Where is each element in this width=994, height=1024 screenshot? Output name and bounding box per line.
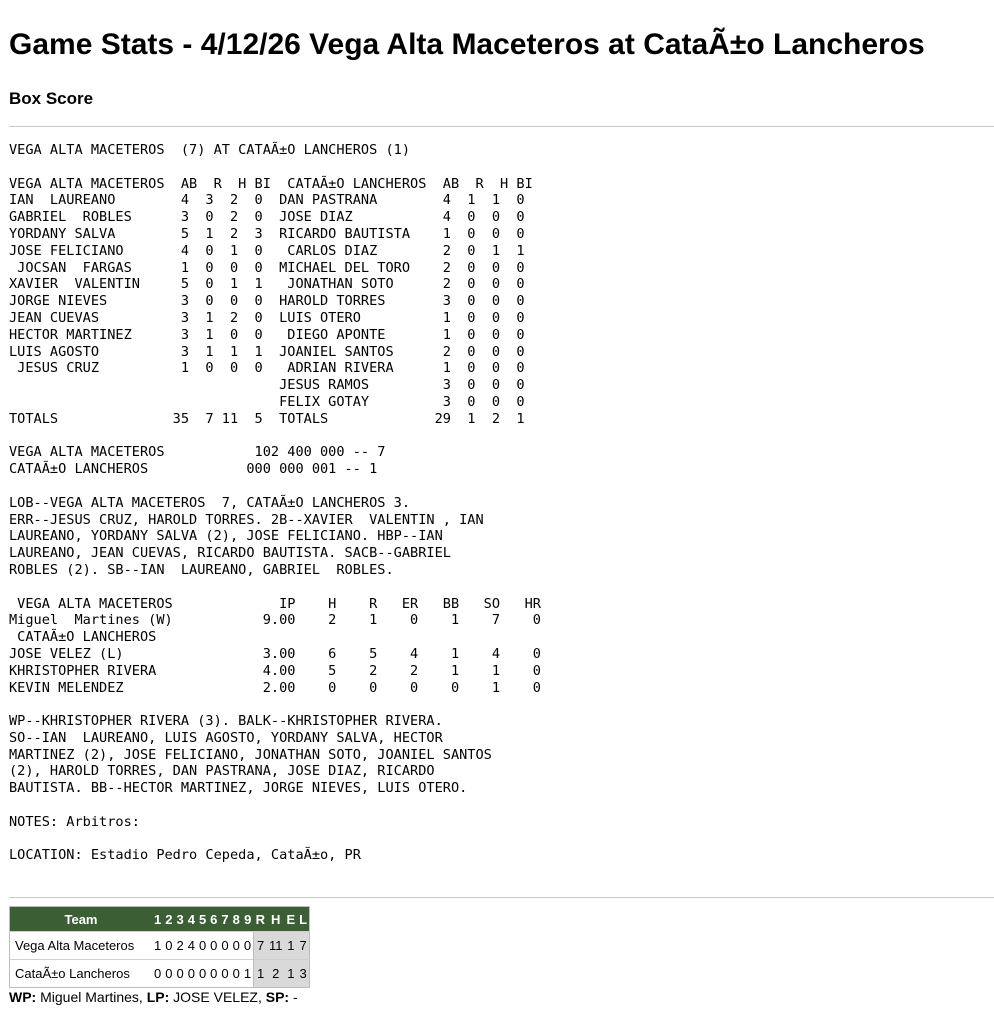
sp-label: SP:: [265, 989, 290, 1005]
inning-score: 0: [163, 960, 174, 988]
box-score-line: VEGA ALTA MACETEROS IP H R ER BB SO HR: [9, 595, 541, 612]
box-score-line: LUIS AGOSTO 3 1 1 1 JOANIEL SANTOS 2 0 0 0: [9, 343, 525, 360]
divider: [9, 126, 994, 127]
box-score-line: LAUREANO, JEAN CUEVAS, RICARDO BAUTISTA. SACB--GABRIEL: [9, 545, 451, 562]
lp-label: LP:: [146, 989, 170, 1005]
section-heading: Box Score: [9, 89, 94, 108]
linescore-row: [10, 932, 310, 960]
box-score-line: GABRIEL ROBLES 3 0 2 0 JOSE DIAZ 4 0 0 0: [9, 209, 525, 226]
team-name: CataÃ±o Lancheros: [10, 960, 153, 988]
header-cell: 6: [208, 907, 219, 932]
total-errors: 1: [285, 932, 298, 960]
total-lob: 7: [297, 932, 309, 960]
header-cell: 7: [219, 907, 230, 932]
inning-score: 0: [197, 960, 208, 988]
linescore-header-row: [10, 907, 310, 932]
box-score-line: YORDANY SALVA 5 1 2 3 RICARDO BAUTISTA 1 0 0 0: [9, 225, 525, 242]
header-cell: 1: [152, 907, 163, 932]
header-cell: H: [267, 907, 285, 932]
wp-label: WP:: [9, 989, 37, 1005]
inning-score: 0: [197, 932, 208, 960]
header-cell: 5: [197, 907, 208, 932]
total-lob: 3: [297, 960, 309, 988]
box-score-line: WP--KHRISTOPHER RIVERA (3). BALK--KHRISTOPHER RIVERA.: [9, 713, 443, 730]
box-score-line: SO--IAN LAUREANO, LUIS AGOSTO, YORDANY SALVA, HECTOR: [9, 729, 443, 746]
box-score-line: MARTINEZ (2), JOSE FELICIANO, JONATHAN SOTO, JOANIEL SANTOS: [9, 746, 492, 763]
inning-score: 1: [242, 960, 254, 988]
linescore-table: [9, 906, 310, 988]
inning-score: 0: [219, 960, 230, 988]
page-title: Game Stats - 4/12/26 Vega Alta Maceteros at CataÃ±o Lancheros: [9, 28, 925, 61]
box-score-line: LOB--VEGA ALTA MACETEROS 7, CATAÃ±O LANCHEROS 3.: [9, 494, 411, 511]
box-score-line: Miguel Martines (W) 9.00 2 1 0 1 7 0: [9, 612, 541, 629]
header-cell: E: [285, 907, 298, 932]
box-score-line: KEVIN MELENDEZ 2.00 0 0 0 0 1 0: [9, 679, 541, 696]
header-cell: 9: [242, 907, 254, 932]
box-score-line: JORGE NIEVES 3 0 0 0 HAROLD TORRES 3 0 0 0: [9, 293, 525, 310]
total-hits: 11: [267, 932, 285, 960]
box-score-line: JESUS CRUZ 1 0 0 0 ADRIAN RIVERA 1 0 0 0: [9, 360, 525, 377]
box-score-line: CATAÃ±O LANCHEROS: [9, 629, 157, 646]
total-runs: 1: [254, 960, 267, 988]
wp-value: Miguel Martines,: [36, 989, 147, 1005]
lp-value: JOSE VELEZ,: [169, 989, 266, 1005]
header-cell: 4: [186, 907, 197, 932]
box-score-line: (2), HAROLD TORRES, DAN PASTRANA, JOSE DIAZ, RICARDO: [9, 763, 435, 780]
box-score-line: JOCSAN FARGAS 1 0 0 0 MICHAEL DEL TORO 2 0 0 0: [9, 259, 525, 276]
header-cell: R: [254, 907, 267, 932]
box-score-line: JESUS RAMOS 3 0 0 0: [9, 377, 525, 394]
box-score-line: IAN LAUREANO 4 3 2 0 DAN PASTRANA 4 1 1 0: [9, 192, 525, 209]
box-score-line: HECTOR MARTINEZ 3 1 0 0 DIEGO APONTE 1 0 0 0: [9, 326, 525, 343]
box-score-line: LAUREANO, YORDANY SALVA (2), JOSE FELICIANO. HBP--IAN: [9, 528, 443, 545]
box-score-line: BAUTISTA. BB--HECTOR MARTINEZ, JORGE NIEVES, LUIS OTERO.: [9, 780, 468, 797]
total-errors: 1: [285, 960, 298, 988]
sp-value: -: [289, 989, 298, 1005]
box-score-line: KHRISTOPHER RIVERA 4.00 5 2 2 1 1 0: [9, 662, 541, 679]
inning-score: 0: [231, 960, 242, 988]
pitcher-decisions: [9, 989, 298, 1005]
inning-score: 4: [186, 932, 197, 960]
box-score-line: FELIX GOTAY 3 0 0 0: [9, 393, 525, 410]
box-score-line: LOCATION: Estadio Pedro Cepeda, CataÃ±o, PR: [9, 847, 361, 864]
box-score-line: JOSE FELICIANO 4 0 1 0 CARLOS DIAZ 2 0 1 1: [9, 242, 525, 259]
inning-score: 0: [208, 960, 219, 988]
inning-score: 1: [152, 932, 163, 960]
divider: [9, 897, 994, 898]
inning-score: 0: [152, 960, 163, 988]
header-cell: 2: [163, 907, 174, 932]
box-score-line: VEGA ALTA MACETEROS (7) AT CATAÃ±O LANCHEROS (1): [9, 142, 411, 158]
box-score-line: XAVIER VALENTIN 5 0 1 1 JONATHAN SOTO 2 0 0 0: [9, 276, 525, 293]
box-score-line: JEAN CUEVAS 3 1 2 0 LUIS OTERO 1 0 0 0: [9, 309, 525, 326]
inning-score: 0: [186, 960, 197, 988]
header-cell: 8: [231, 907, 242, 932]
inning-score: 2: [174, 932, 185, 960]
inning-score: 0: [242, 932, 254, 960]
header-cell: Team: [10, 907, 153, 932]
inning-score: 0: [231, 932, 242, 960]
inning-score: 0: [219, 932, 230, 960]
inning-score: 0: [208, 932, 219, 960]
inning-score: 0: [174, 960, 185, 988]
inning-score: 0: [163, 932, 174, 960]
box-score-line: VEGA ALTA MACETEROS AB R H BI CATAÃ±O LANCHEROS AB R H BI: [9, 175, 533, 192]
box-score-line: NOTES: Arbitros:: [9, 813, 140, 830]
total-hits: 2: [267, 960, 285, 988]
box-score-line: JOSE VELEZ (L) 3.00 6 5 4 1 4 0: [9, 645, 541, 662]
box-score-line: ROBLES (2). SB--IAN LAUREANO, GABRIEL ROBLES.: [9, 561, 394, 578]
box-score-line: ERR--JESUS CRUZ, HAROLD TORRES. 2B--XAVIER VALENTIN , IAN: [9, 511, 484, 528]
team-name: Vega Alta Maceteros: [10, 932, 153, 960]
total-runs: 7: [254, 932, 267, 960]
box-score-line: CATAÃ±O LANCHEROS 000 000 001 -- 1: [9, 461, 378, 478]
header-cell: L: [297, 907, 309, 932]
linescore-row: [10, 960, 310, 988]
box-score-line: VEGA ALTA MACETEROS 102 400 000 -- 7: [9, 444, 386, 461]
box-score-line: TOTALS 35 7 11 5 TOTALS 29 1 2 1: [9, 410, 525, 427]
header-cell: 3: [174, 907, 185, 932]
box-score-text: [9, 142, 541, 864]
